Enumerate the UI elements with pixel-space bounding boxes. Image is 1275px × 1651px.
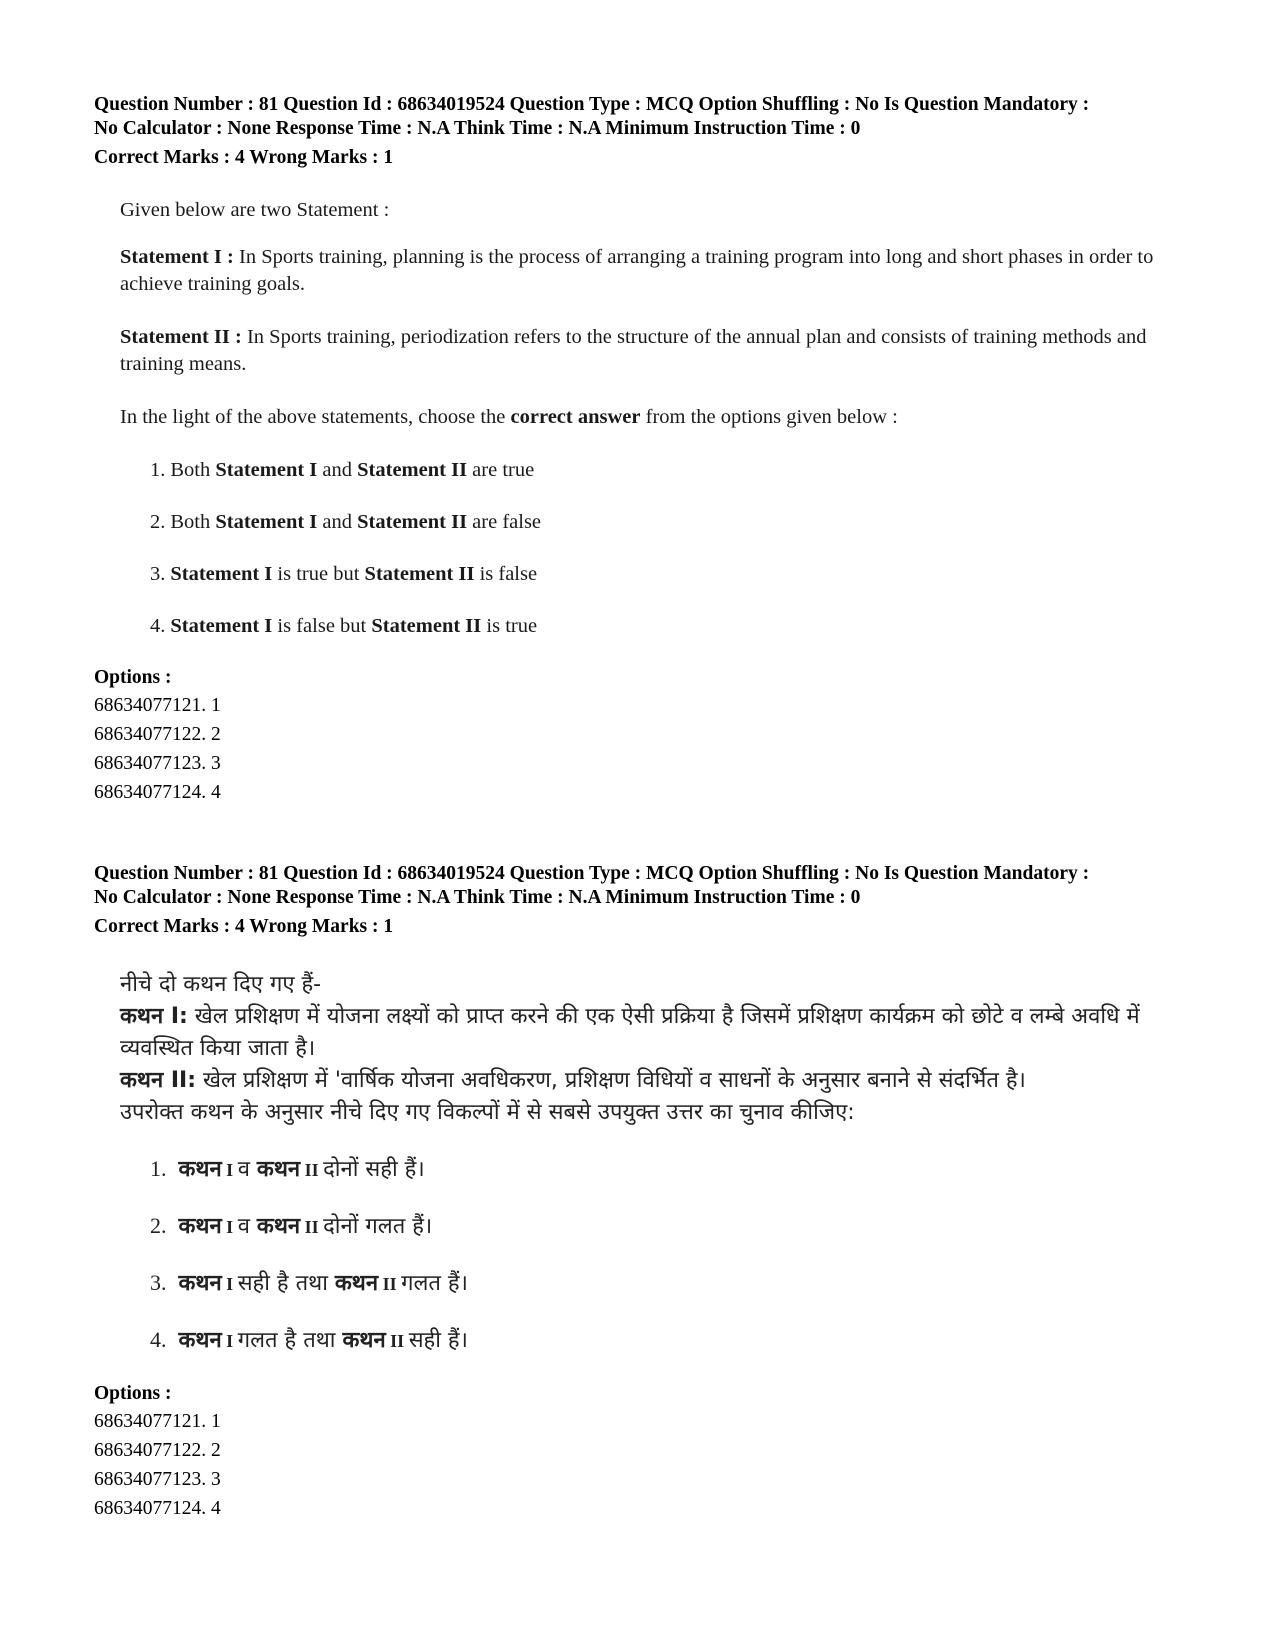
choice-text: गलत है तथा [237, 1328, 343, 1353]
choice-text: सही हैं। [408, 1328, 468, 1353]
option-item: 68634077122. 2 [94, 1440, 221, 1461]
statement-2-label: कथन II: [120, 1068, 196, 1093]
choice-text: and [317, 459, 358, 481]
choice-item [150, 1267, 1214, 1300]
choice-bold: कथन [256, 1214, 301, 1239]
choice-text: व [237, 1214, 257, 1239]
choice-bold: Statement I [215, 459, 318, 481]
choice-item [150, 457, 1214, 484]
choice-text: व [237, 1157, 257, 1182]
question-instruction [120, 404, 1214, 431]
choice-bold: कथन [342, 1328, 386, 1353]
question-intro: नीचे दो कथन दिए गए हैं- [120, 972, 322, 997]
question-meta-line2: No Calculator : None Response Time : N.A Think Time : N.A Minimum Instruction Time : 0 [94, 887, 861, 908]
question-block-english [94, 93, 1214, 807]
statement-1-text: खेल प्रशिक्षण में योजना लक्ष्यों को प्राप्त करने की एक ऐसी प्रक्रिया है जिसमें प्रशिक्षण कार्यक्रम को छोटे व लम्बे अवधि में व्यवस्थित किया जाता है। [120, 1004, 1140, 1061]
question-marks: Correct Marks : 4 Wrong Marks : 1 [94, 147, 394, 168]
choice-number: 2. [150, 1213, 167, 1238]
options-title: Options : [94, 1383, 172, 1404]
choice-number: 2. [150, 511, 166, 533]
instruction-bold: correct answer [510, 406, 641, 428]
choice-number: 1. [150, 459, 166, 481]
choice-bold: Statement II [357, 511, 468, 533]
choice-text: are false [467, 511, 542, 533]
choice-number: 3. [150, 1270, 167, 1295]
choice-text: Both [170, 511, 216, 533]
option-item: 68634077121. 1 [94, 1411, 221, 1432]
choice-number: 1. [150, 1156, 167, 1181]
choice-roman: I [221, 1217, 238, 1237]
choice-roman: I [221, 1160, 238, 1180]
choice-list [120, 1153, 1214, 1357]
choice-roman: II [378, 1274, 402, 1294]
choice-text: is false but [272, 615, 372, 637]
options-list [94, 691, 1214, 807]
question-body [120, 969, 1214, 1357]
choice-item [150, 613, 1214, 640]
choice-bold: Statement II [357, 459, 468, 481]
option-item: 68634077123. 3 [94, 1469, 221, 1490]
question-block-hindi [94, 862, 1214, 1523]
question-meta-line1: Question Number : 81 Question Id : 68634019524 Question Type : MCQ Option Shuffling : No Is Question Mandatory : [94, 94, 1090, 115]
choice-roman: II [300, 1217, 324, 1237]
choice-text: गलत हैं। [401, 1271, 468, 1296]
question-instruction: उपरोक्त कथन के अनुसार नीचे दिए गए विकल्पों में से सबसे उपयुक्त उत्तर का चुनाव कीजिए: [120, 1100, 855, 1125]
choice-bold: Statement I [215, 511, 318, 533]
choice-item [150, 509, 1214, 536]
statement-2 [120, 324, 1214, 378]
choice-bold: कथन [178, 1271, 222, 1296]
choice-text: सही है तथा [237, 1271, 335, 1296]
question-meta-line2: No Calculator : None Response Time : N.A Think Time : N.A Minimum Instruction Time : 0 [94, 118, 861, 139]
options-list [94, 1407, 1214, 1523]
choice-roman: I [221, 1331, 238, 1351]
choice-bold: Statement I [170, 563, 273, 585]
choice-text: Both [170, 459, 216, 481]
choice-roman: II [385, 1331, 409, 1351]
question-body [120, 197, 1214, 640]
choice-text: is false [474, 563, 538, 585]
choice-number: 4. [150, 615, 166, 637]
choice-text: दोनों गलत हैं। [323, 1214, 433, 1239]
statement-1 [120, 244, 1214, 298]
instruction-pre: In the light of the above statements, choose the [120, 406, 511, 428]
choice-bold: कथन [178, 1157, 222, 1182]
option-item: 68634077121. 1 [94, 695, 221, 716]
choice-bold: कथन [256, 1157, 301, 1182]
choice-text: and [317, 511, 358, 533]
choice-text: is true [481, 615, 538, 637]
question-intro: Given below are two Statement : [120, 199, 390, 221]
choice-item [150, 561, 1214, 588]
choice-bold: Statement II [364, 563, 475, 585]
choice-item [150, 1210, 1214, 1243]
statement-1-label: कथन I: [120, 1004, 188, 1029]
choice-bold: Statement II [371, 615, 482, 637]
options-title: Options : [94, 667, 172, 688]
choice-list [120, 457, 1214, 640]
statement-1-text: In Sports training, planning is the process of arranging a training program into long and short phases in order to achieve training goals. [120, 246, 1154, 295]
instruction-post: from the options given below : [640, 406, 898, 428]
option-item: 68634077124. 4 [94, 782, 221, 803]
choice-bold: Statement I [170, 615, 273, 637]
question-marks: Correct Marks : 4 Wrong Marks : 1 [94, 916, 394, 937]
choice-text: are true [467, 459, 535, 481]
option-item: 68634077122. 2 [94, 724, 221, 745]
choice-roman: II [300, 1160, 324, 1180]
statement-1-label: Statement I : [120, 246, 234, 268]
choice-roman: I [221, 1274, 238, 1294]
choice-bold: कथन [178, 1214, 222, 1239]
choice-number: 3. [150, 563, 166, 585]
choice-bold: कथन [334, 1271, 379, 1296]
option-item: 68634077124. 4 [94, 1498, 221, 1519]
statement-1 [120, 1001, 1214, 1065]
question-meta-line1: Question Number : 81 Question Id : 68634019524 Question Type : MCQ Option Shuffling : No Is Question Mandatory : [94, 863, 1090, 884]
choice-item [150, 1324, 1214, 1357]
statement-2-label: Statement II : [120, 326, 242, 348]
option-item: 68634077123. 3 [94, 753, 221, 774]
statement-2 [120, 1065, 1214, 1097]
choice-item [150, 1153, 1214, 1186]
statement-2-text: In Sports training, periodization refers to the structure of the annual plan and consists of training methods and training means. [120, 326, 1147, 375]
statement-2-text: खेल प्रशिक्षण में 'वार्षिक योजना अवधिकरण, प्रशिक्षण विधियों व साधनों के अनुसार बनाने से संदर्भित है। [196, 1068, 1026, 1093]
choice-text: दोनों सही हैं। [323, 1157, 425, 1182]
choice-text: is true but [272, 563, 365, 585]
choice-bold: कथन [178, 1328, 222, 1353]
choice-number: 4. [150, 1327, 167, 1352]
